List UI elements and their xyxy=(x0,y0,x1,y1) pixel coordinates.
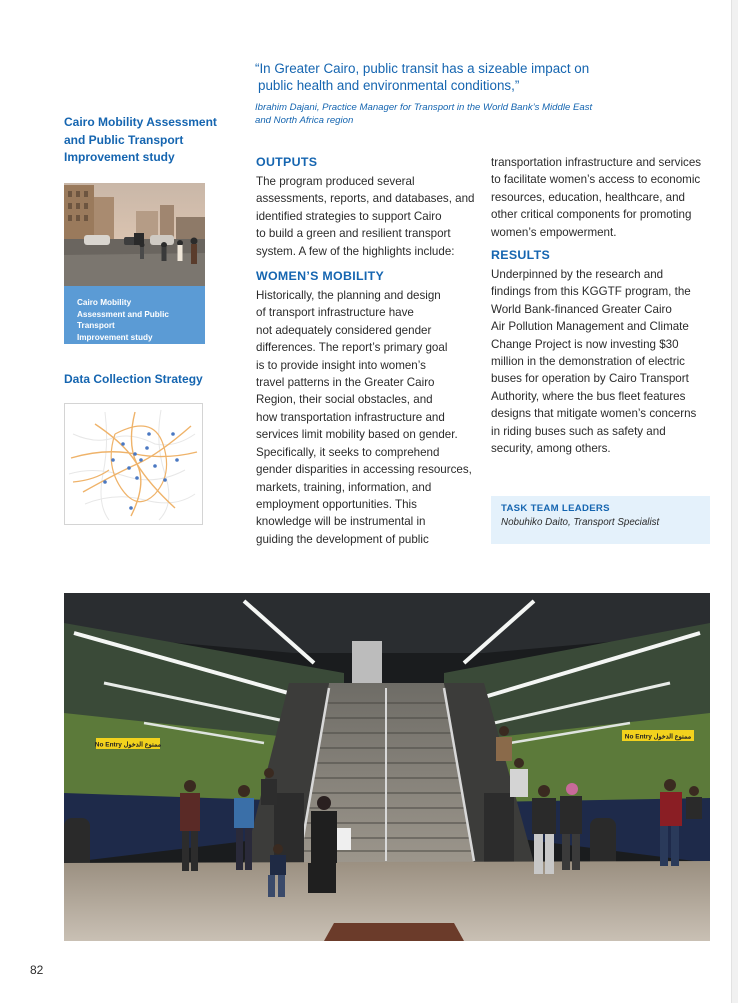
page-edge xyxy=(731,0,738,1003)
text-line: travel patterns in the Greater Cairo xyxy=(256,376,435,390)
data-collection-title[interactable]: Data Collection Strategy xyxy=(64,372,203,386)
text-line: buses for operation by Cairo Transport xyxy=(491,372,689,386)
text-line: The program produced several xyxy=(256,175,415,188)
quote-line: public health and environmental conditions,” xyxy=(258,78,520,93)
text-line: resources, education, healthcare, and xyxy=(491,190,685,204)
study-title[interactable] xyxy=(64,114,229,167)
results-heading: RESULTS xyxy=(491,248,551,263)
cairo-street-photo xyxy=(64,183,205,286)
no-entry-sign-right: No Entry ممنوع الدخول xyxy=(624,733,692,741)
text-line: findings from this KGGTF program, the xyxy=(491,285,691,299)
text-line: knowledge will be instrumental in xyxy=(256,515,426,529)
study-title-line: Improvement study xyxy=(64,150,175,164)
pull-quote xyxy=(255,60,635,127)
text-line: to build a green and resilient transport xyxy=(256,227,451,241)
text-line: Region, their social obstacles, and xyxy=(256,393,433,407)
task-team-name: Nobuhiko Daito, Transport Specialist xyxy=(501,517,660,528)
text-line: not adequately considered gender xyxy=(256,323,432,337)
text-line: in riding buses such as safety and xyxy=(491,424,666,438)
text-line: million in the demonstration of electric xyxy=(491,355,685,369)
attribution-line: and North Africa region xyxy=(255,115,354,126)
cover-title-line: Transport xyxy=(77,321,115,330)
outputs-paragraph xyxy=(256,173,478,260)
womens-mobility-heading: WOMEN’S MOBILITY xyxy=(256,269,385,284)
text-line: designs that mitigate women’s concerns xyxy=(491,407,697,421)
text-line: women’s empowerment. xyxy=(491,225,617,239)
text-line: Specifically, it seeks to comprehend xyxy=(256,445,440,459)
text-line: Historically, the planning and design xyxy=(256,289,441,303)
text-line: to facilitate women’s access to economic xyxy=(491,173,701,187)
text-line: how transportation infrastructure and xyxy=(256,410,445,424)
outputs-heading: OUTPUTS xyxy=(256,155,318,169)
quote-text xyxy=(255,60,635,94)
quote-attribution xyxy=(255,101,635,127)
text-line: employment opportunities. This xyxy=(256,497,417,511)
cover-title-line: Assessment and Public xyxy=(77,309,169,319)
text-line: other critical components for promoting xyxy=(491,208,692,222)
text-line: transportation infrastructure and services xyxy=(491,156,702,169)
no-entry-sign-left: No Entry ممنوع الدخول xyxy=(94,741,162,749)
text-line: security, among others. xyxy=(491,442,611,456)
task-team-box xyxy=(491,496,710,544)
results-paragraph xyxy=(491,266,711,457)
text-line: assessments, reports, and databases, and xyxy=(256,192,475,206)
text-line: identified strategies to support Cairo xyxy=(256,209,442,223)
quote-line: “In Greater Cairo, public transit has a sizeable impact on xyxy=(255,61,590,76)
study-cover-thumbnail[interactable] xyxy=(64,183,205,344)
womens-mobility-continued xyxy=(491,154,711,241)
study-title-line: Cairo Mobility Assessment xyxy=(64,115,217,129)
cover-title-line: Cairo Mobility xyxy=(77,298,132,307)
text-line: Underpinned by the research and xyxy=(491,268,664,282)
page-number: 82 xyxy=(30,963,44,977)
text-column-1 xyxy=(256,154,478,548)
text-line: Change Project is now investing $30 xyxy=(491,337,679,351)
study-title-line: and Public Transport xyxy=(64,132,184,147)
text-line: markets, training, information, and xyxy=(256,480,432,494)
text-line: is to provide insight into women’s xyxy=(256,358,426,372)
text-line: World Bank-financed Greater Cairo xyxy=(491,302,672,316)
text-line: guiding the development of public xyxy=(256,532,429,546)
text-line: of transport infrastructure have xyxy=(256,306,414,320)
attribution-line: Ibrahim Dajani, Practice Manager for Transport in the World Bank’s Middle East xyxy=(255,102,593,113)
womens-mobility-paragraph xyxy=(256,287,478,548)
cover-title-line: Improvement study xyxy=(77,332,153,342)
text-line: Air Pollution Management and Climate xyxy=(491,320,689,334)
map-graphic xyxy=(65,404,202,524)
text-line: Authority, where the bus fleet features xyxy=(491,389,686,403)
text-column-2 xyxy=(491,154,711,458)
text-line: differences. The report’s primary goal xyxy=(256,341,448,355)
text-line: services limit mobility based on gender. xyxy=(256,428,458,442)
data-collection-map-thumbnail[interactable] xyxy=(64,403,203,525)
metro-station-photo xyxy=(64,593,710,941)
text-line: gender disparities in accessing resources, xyxy=(256,463,472,477)
text-line: system. A few of the highlights include: xyxy=(256,244,455,258)
task-team-label: TASK TEAM LEADERS xyxy=(501,503,610,514)
cover-title xyxy=(77,297,197,343)
